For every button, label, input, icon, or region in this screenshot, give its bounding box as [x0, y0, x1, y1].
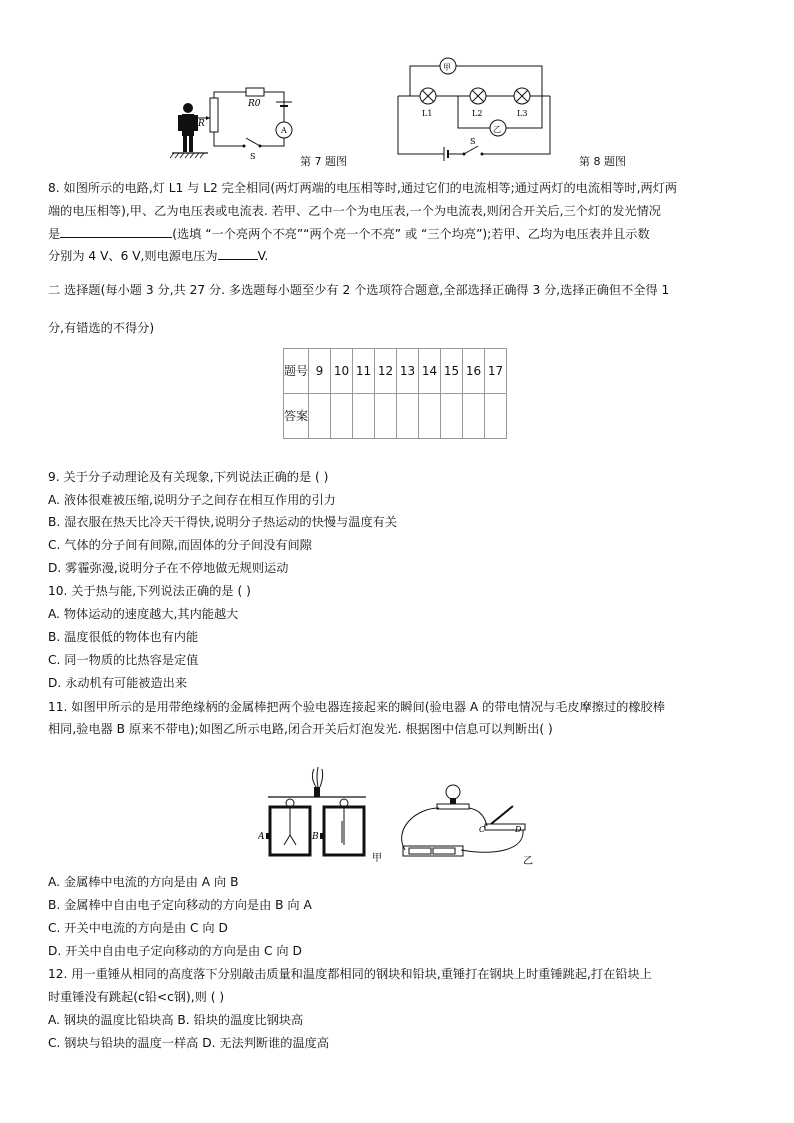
answer-table-number: 10 [331, 349, 353, 394]
figure-7-circuit [168, 80, 308, 160]
answer-table-answer-label: 答案 [284, 394, 309, 439]
q9-option-c: C. 气体的分子间有间隙,而固体的分子间没有间隙 [48, 538, 312, 552]
answer-table-number: 12 [375, 349, 397, 394]
answer-table-number: 16 [463, 349, 485, 394]
q10-option-c: C. 同一物质的比热容是定值 [48, 653, 199, 667]
answer-table-number: 13 [397, 349, 419, 394]
answer-table-number: 9 [309, 349, 331, 394]
q9-option-a: A. 液体很难被压缩,说明分子之间存在相互作用的引力 [48, 493, 336, 507]
q8-line3b: (选填 “一个亮两个不亮”“两个亮一个不亮” 或 “三个均亮”);若甲、乙均为电压表并且示数 [172, 227, 650, 241]
answer-cell[interactable] [397, 394, 419, 439]
section2-line2: 分,有错选的不得分) [48, 321, 155, 335]
label-a: A [258, 832, 265, 842]
label-yi: 乙 [493, 125, 501, 134]
answer-table-number: 14 [419, 349, 441, 394]
q8-blank-1[interactable] [60, 225, 172, 238]
q11-option-a: A. 金属棒中电流的方向是由 A 向 B [48, 875, 239, 889]
answer-cell[interactable] [463, 394, 485, 439]
label-l3: L3 [517, 109, 528, 118]
label-d: D [515, 825, 522, 834]
answer-table-number: 17 [485, 349, 507, 394]
q8-line4 [48, 247, 268, 264]
q11-line1: 11. 如图甲所示的是用带绝缘柄的金属棒把两个验电器连接起来的瞬间(验电器 A 的带电情况与毛皮摩擦过的橡胶棒 [48, 700, 665, 714]
q11-option-b: B. 金属棒中自由电子定向移动的方向是由 B 向 A [48, 898, 312, 912]
q8-blank-2[interactable] [218, 247, 258, 260]
label-fig11-yi: 乙 [523, 856, 533, 867]
q12-options-ab: A. 钢块的温度比铅块高 B. 铅块的温度比钢块高 [48, 1013, 304, 1027]
label-fig11-jia: 甲 [372, 853, 382, 863]
answer-table-answer-row [284, 394, 507, 439]
figure-11-jia [258, 763, 388, 863]
q11-option-c: C. 开关中电流的方向是由 C 向 D [48, 921, 228, 935]
label-c: C [479, 825, 486, 834]
label-jia: 甲 [443, 63, 451, 72]
q10-option-a: A. 物体运动的速度越大,其内能越大 [48, 607, 239, 621]
q9-stem: 9. 关于分子动理论及有关现象,下列说法正确的是 ( ) [48, 470, 329, 484]
answer-cell[interactable] [485, 394, 507, 439]
answer-cell[interactable] [331, 394, 353, 439]
q11-line2: 相同,验电器 B 原来不带电);如图乙所示电路,闭合开关后灯泡发光. 根据图中信息可以判断出( ) [48, 722, 553, 736]
answer-table [283, 348, 507, 439]
figure-8-caption: 第 8 题图 [579, 155, 626, 168]
q8-line4a: 分别为 4 V、6 V,则电源电压为 [48, 249, 218, 263]
label-l2: L2 [472, 109, 483, 118]
answer-cell[interactable] [353, 394, 375, 439]
answer-table-header-row [284, 349, 507, 394]
q8-line4b: V. [257, 249, 269, 263]
label-l1: L1 [422, 109, 433, 118]
label-r0: R0 [248, 99, 261, 109]
answer-cell[interactable] [419, 394, 441, 439]
q8-line2: 端的电压相等),甲、乙为电压表或电流表. 若甲、乙中一个为电压表,一个为电流表,则闭合开关后,三个灯的发光情况 [48, 204, 661, 218]
answer-cell[interactable] [375, 394, 397, 439]
q9-option-d: D. 雾霾弥漫,说明分子在不停地做无规则运动 [48, 561, 289, 575]
q12-line2: 时重锤没有跳起(c铅<c钢),则 ( ) [48, 990, 225, 1004]
label-r: R [198, 119, 205, 129]
figure-7-caption: 第 7 题图 [300, 155, 347, 168]
q11-option-d: D. 开关中自由电子定向移动的方向是由 C 向 D [48, 944, 302, 958]
answer-table-number: 11 [353, 349, 375, 394]
figure-11-yi [395, 780, 545, 868]
label-b: B [312, 832, 319, 842]
answer-table-header-label: 题号 [284, 349, 309, 394]
q8-line3a: 是 [48, 227, 61, 241]
q8-line3 [48, 225, 650, 242]
q10-stem: 10. 关于热与能,下列说法正确的是 ( ) [48, 584, 251, 598]
label-ammeter: A [281, 126, 287, 135]
answer-cell[interactable] [441, 394, 463, 439]
answer-table-number: 15 [441, 349, 463, 394]
section2-line1: 二 选择题(每小题 3 分,共 27 分. 多选题每小题至少有 2 个选项符合题意,全部选择正确得 3 分,选择正确但不全得 1 [48, 283, 670, 297]
figure-8-circuit [390, 52, 570, 162]
q12-line1: 12. 用一重锤从相同的高度落下分别敲击质量和温度都相同的钢块和铅块,重锤打在钢块上时重锤跳起,打在铅块上 [48, 967, 652, 981]
q12-options-cd: C. 钢块与铅块的温度一样高 D. 无法判断谁的温度高 [48, 1036, 330, 1050]
label-switch: S [250, 152, 256, 160]
label-s: S [470, 137, 476, 146]
q10-option-d: D. 永动机有可能被造出来 [48, 676, 188, 690]
answer-cell[interactable] [309, 394, 331, 439]
q8-line1: 8. 如图所示的电路,灯 L1 与 L2 完全相同(两灯两端的电压相等时,通过它们的电流相等;通过两灯的电流相等时,两灯两 [48, 181, 678, 195]
q10-option-b: B. 温度很低的物体也有内能 [48, 630, 199, 644]
q9-option-b: B. 湿衣服在热天比冷天干得快,说明分子热运动的快慢与温度有关 [48, 515, 398, 529]
